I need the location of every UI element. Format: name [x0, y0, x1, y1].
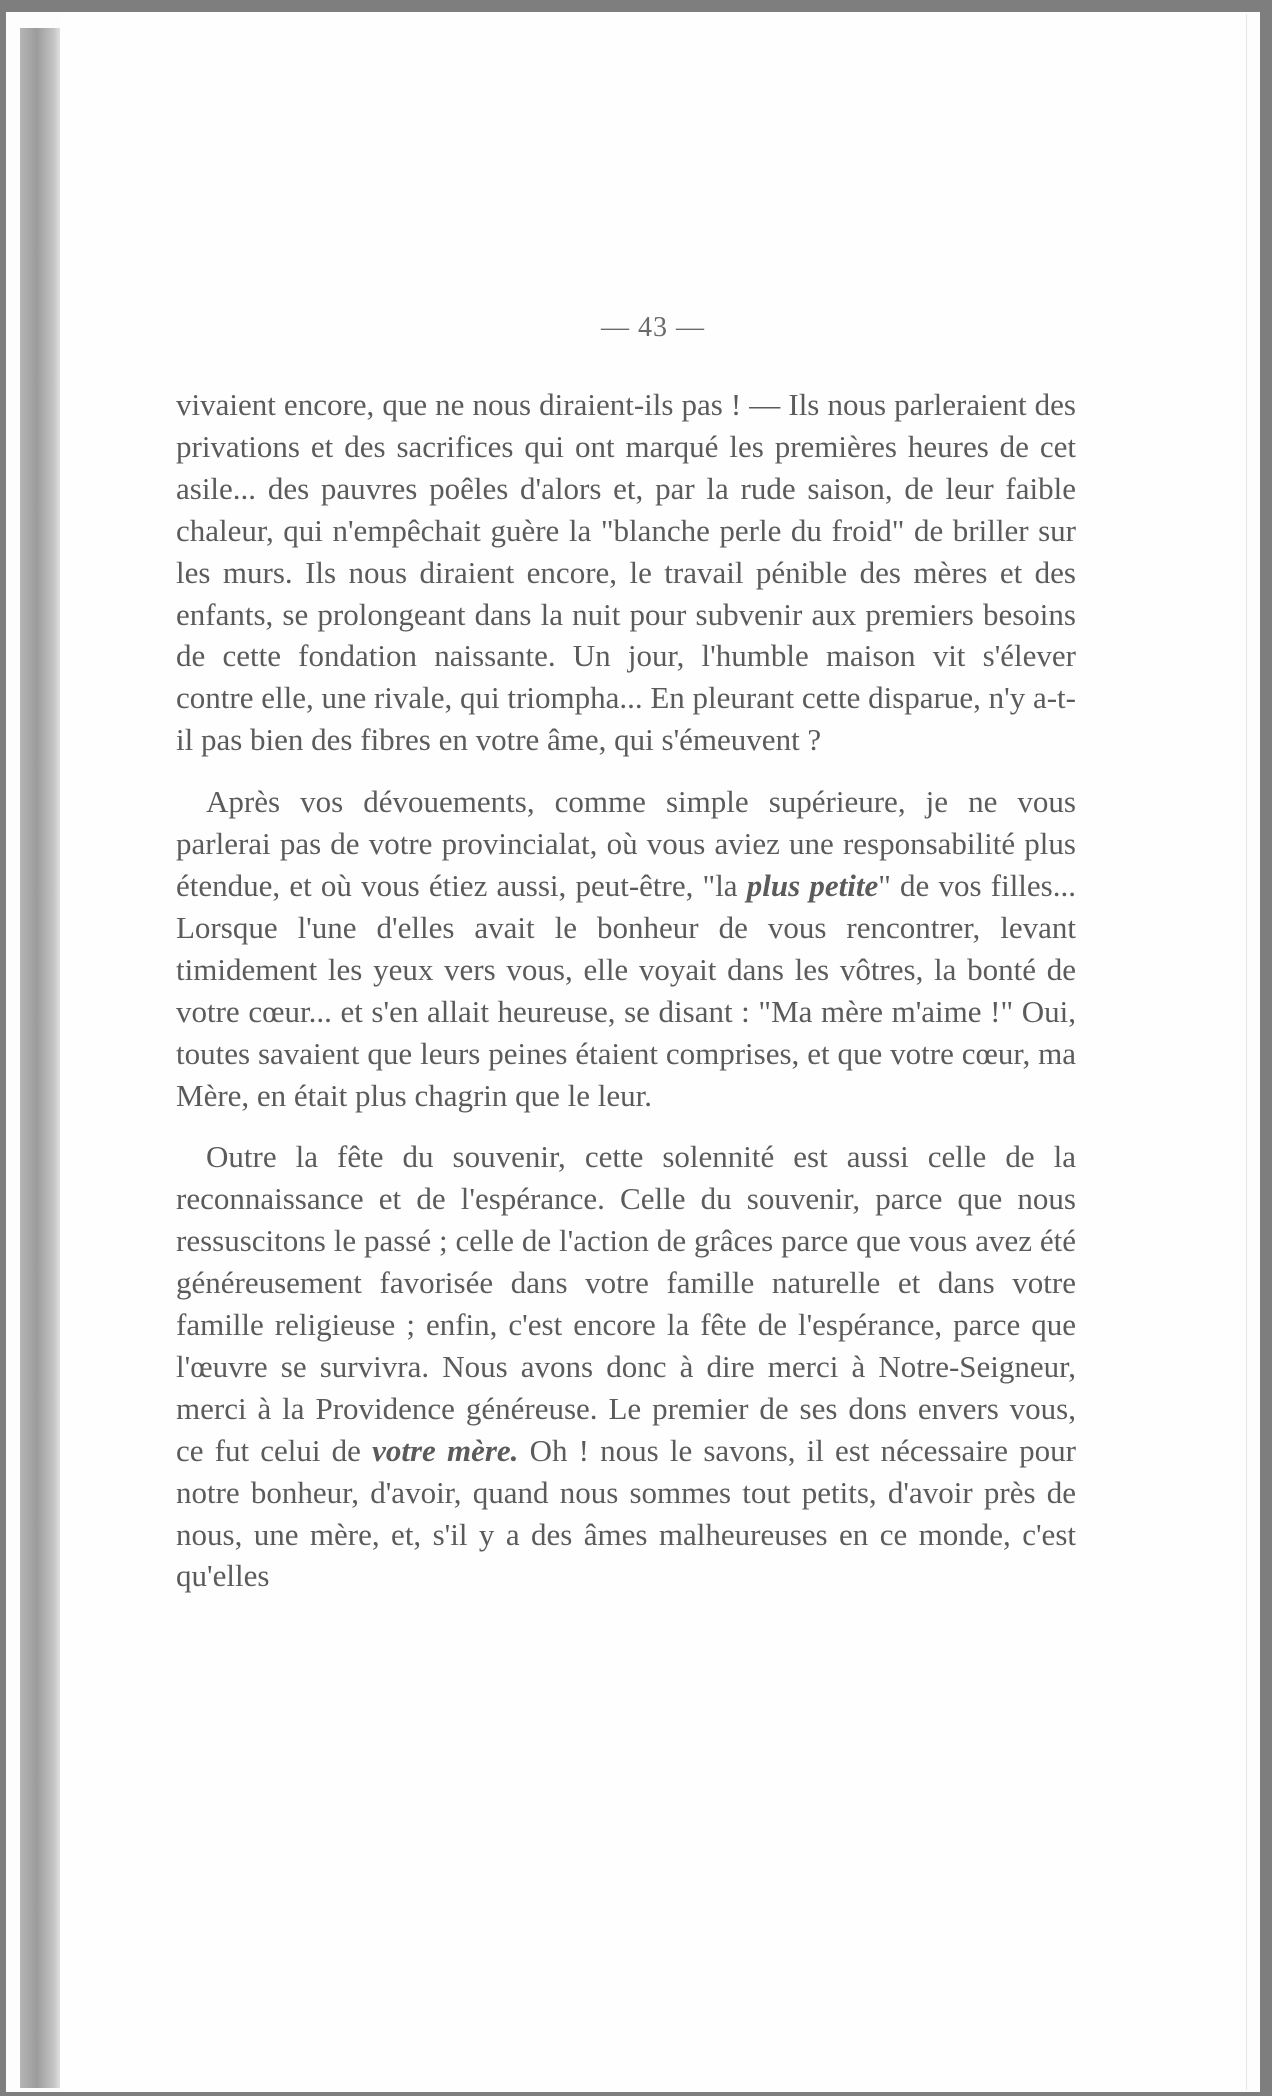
- paragraph-2: [176, 781, 1076, 1116]
- paragraph-2-emphasis: plus petite: [746, 867, 879, 903]
- paragraph-1: [176, 384, 1076, 761]
- paragraph-1-text: vivaient encore, que ne nous diraient-ils pas ! — Ils nous parleraient des privations et des sacrifices qui ont marqué les premières heures de cet asile... des pauvres poêles d'alors et, par la rude saison, de leur faible chaleur, qui n'empêchait guère la "blanche perle du froid" de briller sur les murs. Ils nous diraient encore, le travail pénible des mères et des enfants, se prolongeant dans la nuit pour subvenir aux premiers besoins de cette fondation naissante. Un jour, l'humble maison vit s'élever contre elle, une rivale, qui triompha... En pleurant cette disparue, n'y a-t-il pas bien des fibres en votre âme, qui s'émeuvent ?: [176, 387, 1076, 758]
- paragraph-3-emphasis: votre mère.: [372, 1432, 519, 1468]
- body-text: [176, 384, 1076, 1597]
- book-gutter: [20, 28, 62, 2088]
- page-number: — 43 —: [601, 312, 705, 343]
- paragraph-3-before: Outre la fête du souvenir, cette solennité est aussi celle de la reconnaissance et de l'espérance. Celle du souvenir, parce que nous ressuscitons le passé ; celle de l'action de grâces parce que vous avez été généreusement favorisée dans votre famille naturelle et dans votre famille religieuse ; enfin, c'est encore la fête de l'espérance, parce que l'œuvre se survivra. Nous avons donc à dire merci à Notre-Seigneur, merci à la Providence généreuse. Le premier de ses dons envers vous, ce fut celui de: [176, 1139, 1076, 1468]
- book-page: [60, 14, 1246, 2090]
- paragraph-3-after: Oh ! nous le savons, il est nécessaire pour notre bonheur, d'avoir, quand nous sommes tout petits, d'avoir près de nous, une mère, et, s'il y a des âmes malheureuses en ce monde, c'est qu'elles: [176, 1432, 1076, 1594]
- paragraph-2-after: " de vos filles... Lorsque l'une d'elles avait le bonheur de vous rencontrer, levant timidement les yeux vers vous, elle voyait dans les vôtres, la bonté de votre cœur... et s'en allait heureuse, se disant : "Ma mère m'aime !" Oui, toutes savaient que leurs peines étaient comprises, et que votre cœur, ma Mère, en était plus chagrin que le leur.: [176, 867, 1076, 1113]
- paragraph-3: [176, 1136, 1076, 1597]
- paragraph-2-before: Après vos dévouements, comme simple supérieure, je ne vous parlerai pas de votre provincialat, où vous aviez une responsabilité plus étendue, et où vous étiez aussi, peut-être, "la: [176, 784, 1076, 903]
